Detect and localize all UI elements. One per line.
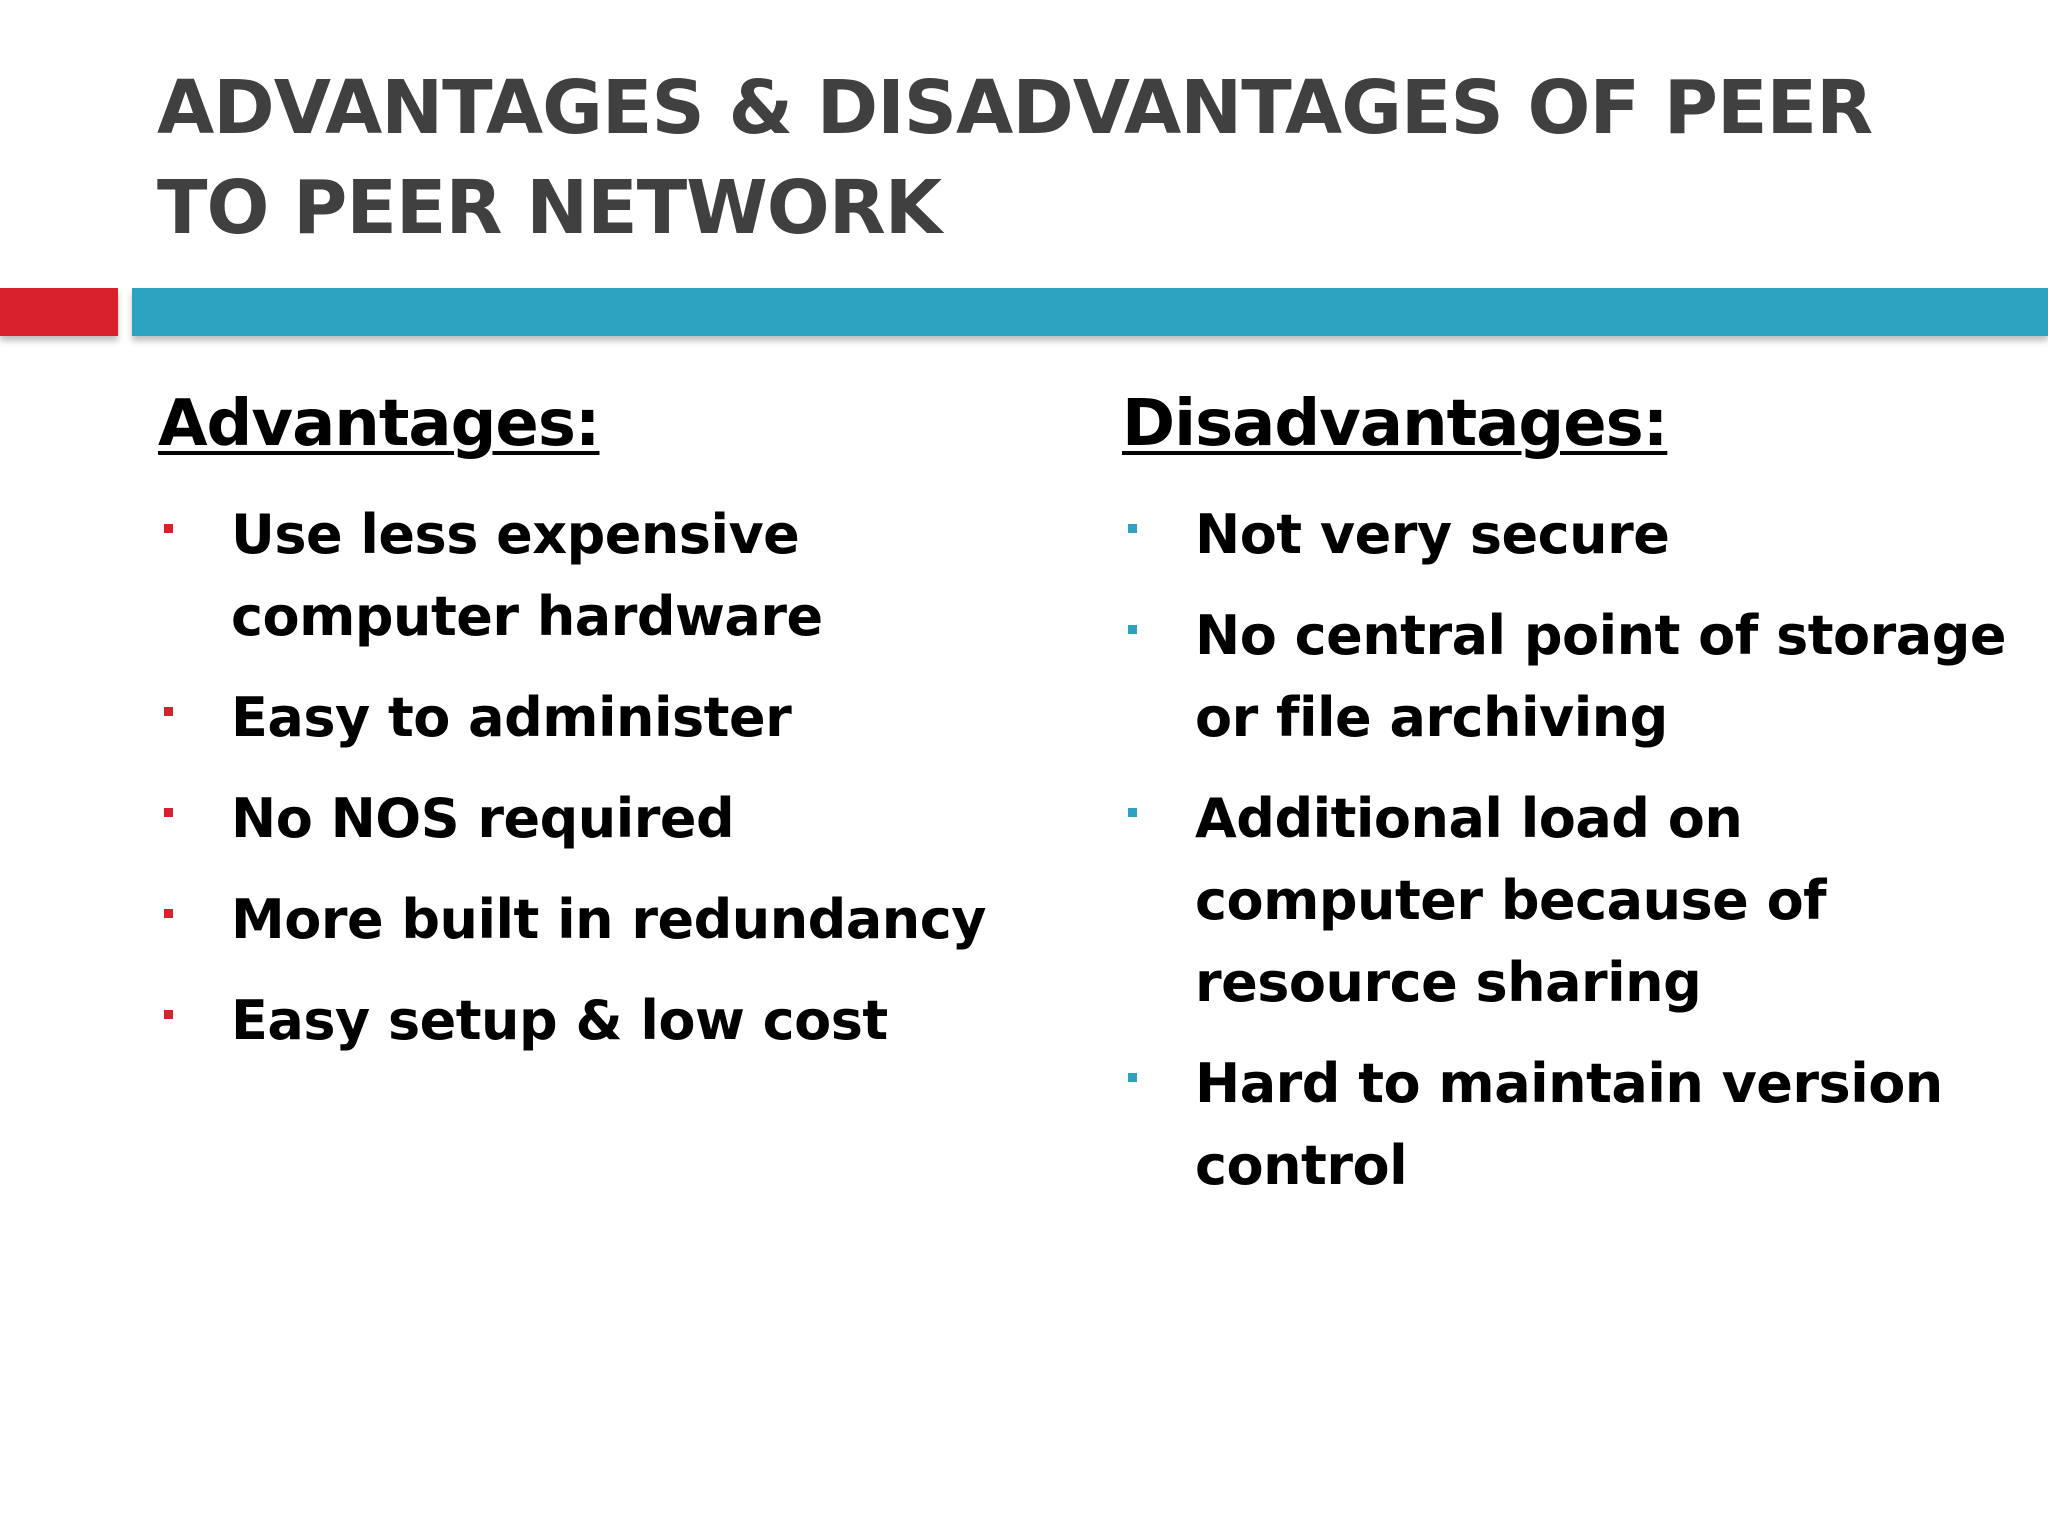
accent-bar-blue (132, 288, 2048, 336)
square-bullet-icon (1128, 808, 1137, 817)
disadvantage-text: Hard to maintain version control (1195, 1052, 1943, 1197)
square-bullet-icon (164, 707, 173, 716)
disadvantages-heading: Disadvantages: (1122, 387, 1668, 461)
advantage-item (158, 494, 1038, 658)
advantage-text: More built in redundancy (231, 888, 986, 951)
slide-title: ADVANTAGES & DISADVANTAGES OF PEER TO PEER NETWORK (157, 65, 1873, 251)
advantage-text: No NOS required (231, 787, 735, 850)
disadvantages-list (1122, 494, 2022, 1207)
advantage-item (158, 778, 1038, 860)
advantage-text: Use less expensive computer hardware (231, 503, 823, 648)
disadvantage-item (1122, 1043, 2022, 1207)
advantage-item (158, 879, 1038, 961)
square-bullet-icon (1128, 1073, 1137, 1082)
accent-bar-red (0, 288, 118, 336)
square-bullet-icon (164, 524, 173, 533)
disadvantage-text: No central point of storage or file archiving (1195, 604, 2006, 749)
disadvantage-item (1122, 494, 2022, 576)
advantages-list (158, 494, 1038, 1062)
advantage-item (158, 980, 1038, 1062)
disadvantage-item (1122, 595, 2022, 759)
disadvantage-item (1122, 778, 2022, 1024)
advantage-text: Easy setup & low cost (231, 989, 888, 1052)
advantages-column (158, 378, 1038, 1081)
advantage-item (158, 677, 1038, 759)
advantage-text: Easy to administer (231, 686, 792, 749)
advantages-heading: Advantages: (158, 387, 600, 461)
square-bullet-icon (164, 1010, 173, 1019)
disadvantage-text: Not very secure (1195, 503, 1670, 566)
disadvantages-column (1122, 378, 2022, 1226)
square-bullet-icon (1128, 625, 1137, 634)
disadvantage-text: Additional load on computer because of resource sharing (1195, 787, 1827, 1014)
square-bullet-icon (1128, 524, 1137, 533)
square-bullet-icon (164, 909, 173, 918)
square-bullet-icon (164, 808, 173, 817)
